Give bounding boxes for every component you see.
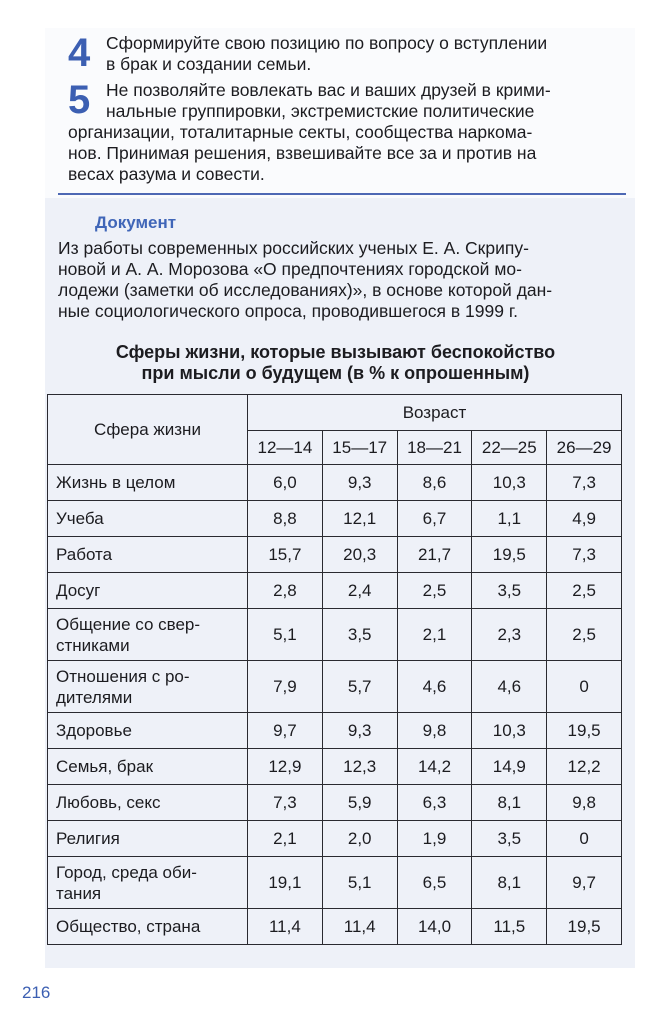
value-cell: 12,2 <box>547 749 622 785</box>
sphere-name-line: Общение со свер- <box>56 614 201 634</box>
table-row <box>48 821 622 857</box>
sphere-name-line: дителями <box>56 687 133 707</box>
value-cell: 11,4 <box>322 909 397 945</box>
source-line: лодежи (заметки об исследованиях)», в основе которой дан- <box>58 280 553 300</box>
sphere-name-line: стниками <box>56 635 130 655</box>
sphere-name <box>48 749 248 785</box>
value-cell: 20,3 <box>322 537 397 573</box>
value-cell: 7,3 <box>547 465 622 501</box>
item-line: нов. Принимая решения, взвешивайте все за и против на <box>68 143 537 163</box>
value-cell: 9,3 <box>322 713 397 749</box>
value-cell: 2,1 <box>248 821 323 857</box>
table-row <box>48 857 622 909</box>
item-line: Не позволяйте вовлекать вас и ваших друзей в крими- <box>106 80 551 100</box>
value-cell: 19,1 <box>248 857 323 909</box>
item-4 <box>68 33 628 75</box>
value-cell: 3,5 <box>322 609 397 661</box>
value-cell: 2,1 <box>397 609 472 661</box>
age-group-header: 15—17 <box>322 431 397 465</box>
value-cell: 5,1 <box>248 609 323 661</box>
value-cell: 7,3 <box>547 537 622 573</box>
value-cell: 2,5 <box>397 573 472 609</box>
value-cell: 8,8 <box>248 501 323 537</box>
item-line: весах разума и совести. <box>68 164 265 184</box>
value-cell: 19,5 <box>547 909 622 945</box>
sphere-name <box>48 785 248 821</box>
table-row <box>48 465 622 501</box>
value-cell: 6,3 <box>397 785 472 821</box>
value-cell: 9,8 <box>547 785 622 821</box>
sphere-name <box>48 713 248 749</box>
value-cell: 14,0 <box>397 909 472 945</box>
table-title-line: при мысли о будущем (в % к опрошенным) <box>141 363 530 383</box>
column-header-sphere: Сфера жизни <box>48 395 248 465</box>
item-line: Сформируйте свою позицию по вопросу о вступлении <box>106 33 548 53</box>
value-cell: 2,8 <box>248 573 323 609</box>
sphere-name-line: Общество, страна <box>56 917 201 936</box>
table-row <box>48 537 622 573</box>
value-cell: 6,0 <box>248 465 323 501</box>
value-cell: 7,3 <box>248 785 323 821</box>
value-cell: 8,1 <box>472 785 547 821</box>
value-cell: 11,5 <box>472 909 547 945</box>
value-cell: 15,7 <box>248 537 323 573</box>
value-cell: 3,5 <box>472 821 547 857</box>
value-cell: 9,7 <box>248 713 323 749</box>
table-row <box>48 661 622 713</box>
value-cell: 4,9 <box>547 501 622 537</box>
table-row <box>48 909 622 945</box>
value-cell: 1,9 <box>397 821 472 857</box>
value-cell: 7,9 <box>248 661 323 713</box>
value-cell: 21,7 <box>397 537 472 573</box>
sphere-name <box>48 661 248 713</box>
sphere-name <box>48 609 248 661</box>
sphere-name <box>48 501 248 537</box>
sphere-name-line: Учеба <box>56 509 104 528</box>
sphere-name-line: Работа <box>56 545 113 564</box>
item-line: нальные группировки, экстремистские политические <box>106 101 535 121</box>
value-cell: 0 <box>547 661 622 713</box>
sphere-name <box>48 909 248 945</box>
value-cell: 14,9 <box>472 749 547 785</box>
value-cell: 12,3 <box>322 749 397 785</box>
source-line: ные социологического опроса, проводившегося в 1999 г. <box>58 301 518 321</box>
sphere-name <box>48 821 248 857</box>
sphere-name <box>48 537 248 573</box>
value-cell: 1,1 <box>472 501 547 537</box>
value-cell: 9,7 <box>547 857 622 909</box>
value-cell: 12,9 <box>248 749 323 785</box>
value-cell: 2,5 <box>547 609 622 661</box>
value-cell: 6,7 <box>397 501 472 537</box>
value-cell: 8,1 <box>472 857 547 909</box>
value-cell: 19,5 <box>472 537 547 573</box>
sphere-name-line: Город, среда оби- <box>56 862 197 882</box>
value-cell: 6,5 <box>397 857 472 909</box>
value-cell: 3,5 <box>472 573 547 609</box>
sphere-name-line: Здоровье <box>56 721 132 740</box>
value-cell: 5,7 <box>322 661 397 713</box>
item-number: 4 <box>68 31 91 75</box>
value-cell: 14,2 <box>397 749 472 785</box>
item-number: 5 <box>68 78 91 122</box>
value-cell: 2,5 <box>547 573 622 609</box>
sphere-name-line: Досуг <box>56 581 101 600</box>
value-cell: 4,6 <box>397 661 472 713</box>
section-divider <box>58 193 626 195</box>
column-header-age: Возраст <box>248 395 622 431</box>
sphere-name <box>48 573 248 609</box>
item-line: организации, тоталитарные секты, сообщества наркома- <box>68 122 533 142</box>
value-cell: 12,1 <box>322 501 397 537</box>
source-line: Из работы современных российских ученых Е. А. Скрипу- <box>58 238 529 258</box>
table-body <box>48 465 622 945</box>
source-line: новой и А. А. Морозова «О предпочтениях городской мо- <box>58 259 522 279</box>
sphere-name-line: Жизнь в целом <box>56 473 176 492</box>
table-row <box>48 573 622 609</box>
item-5 <box>68 80 628 185</box>
sphere-name-line: Религия <box>56 829 120 848</box>
sphere-name-line: Семья, брак <box>56 757 154 776</box>
sphere-name-line: тания <box>56 883 102 903</box>
table-row <box>48 749 622 785</box>
age-group-header: 22—25 <box>472 431 547 465</box>
document-heading: Документ <box>95 213 177 232</box>
value-cell: 2,3 <box>472 609 547 661</box>
page-number: 216 <box>22 983 51 1002</box>
sphere-name <box>48 857 248 909</box>
sphere-name-line: Любовь, секс <box>56 793 161 812</box>
source-paragraph <box>58 238 628 322</box>
table-row <box>48 501 622 537</box>
table-row <box>48 713 622 749</box>
value-cell: 9,8 <box>397 713 472 749</box>
survey-table <box>47 394 622 945</box>
value-cell: 19,5 <box>547 713 622 749</box>
value-cell: 2,0 <box>322 821 397 857</box>
sphere-name-line: Отношения с ро- <box>56 666 190 686</box>
value-cell: 10,3 <box>472 465 547 501</box>
value-cell: 8,6 <box>397 465 472 501</box>
value-cell: 5,9 <box>322 785 397 821</box>
age-group-header: 18—21 <box>397 431 472 465</box>
sphere-name <box>48 465 248 501</box>
value-cell: 5,1 <box>322 857 397 909</box>
value-cell: 11,4 <box>248 909 323 945</box>
table-title <box>58 342 613 384</box>
item-line: в брак и создании семьи. <box>106 54 312 74</box>
value-cell: 4,6 <box>472 661 547 713</box>
value-cell: 0 <box>547 821 622 857</box>
value-cell: 9,3 <box>322 465 397 501</box>
age-group-header: 12—14 <box>248 431 323 465</box>
value-cell: 10,3 <box>472 713 547 749</box>
table-row <box>48 785 622 821</box>
table-title-line: Сферы жизни, которые вызывают беспокойство <box>115 342 556 362</box>
value-cell: 2,4 <box>322 573 397 609</box>
age-group-header: 26—29 <box>547 431 622 465</box>
table-row <box>48 609 622 661</box>
